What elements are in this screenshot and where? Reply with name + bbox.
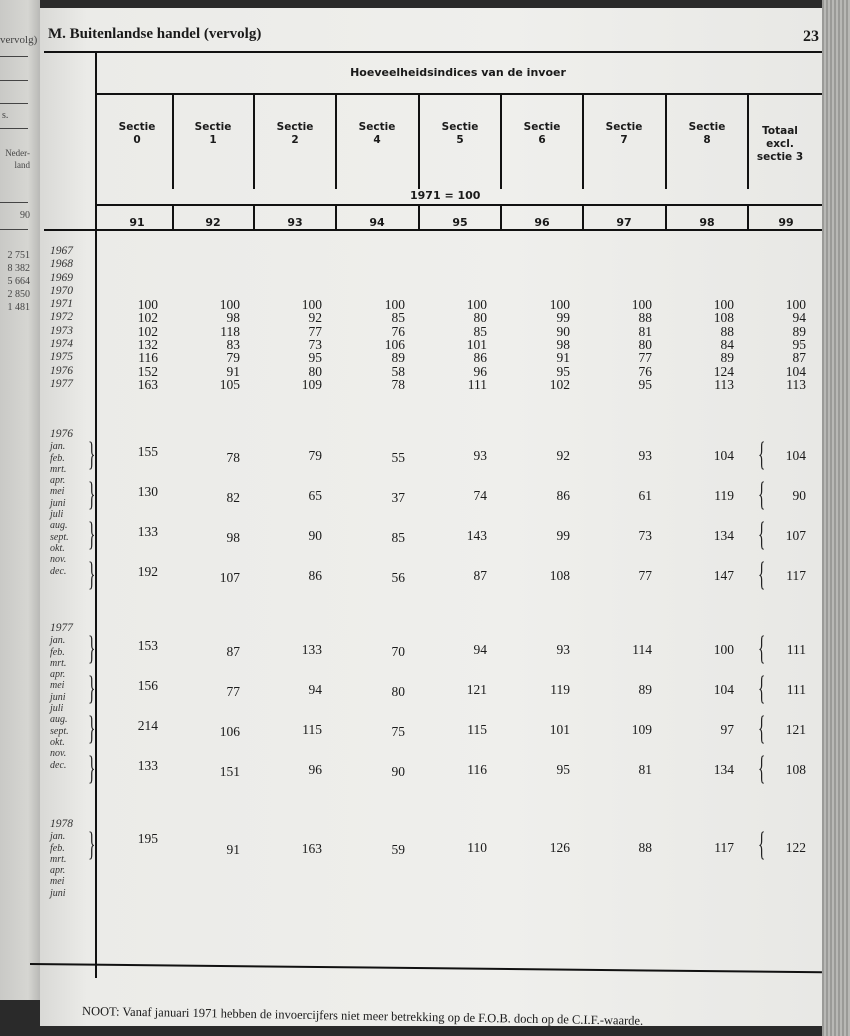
table-cell: 134 <box>713 528 734 543</box>
table-cell: 119 <box>714 488 734 503</box>
facing-page-value: 2 751 <box>7 250 30 261</box>
table-cell: 117 <box>786 568 806 583</box>
table-cell: 80 <box>391 684 405 699</box>
column-code: 97 <box>616 216 632 229</box>
table-cell: 106 <box>384 336 405 352</box>
table-cell: 115 <box>302 722 322 737</box>
table-cell: 90 <box>308 528 322 543</box>
facing-page-header-fragment: vervolg) <box>0 34 38 46</box>
table-cell: 83 <box>226 336 240 352</box>
table-cell: 111 <box>467 376 487 392</box>
column-header-sectie-5: Sectie 5 <box>441 121 479 146</box>
table-cell: 107 <box>219 570 240 585</box>
table-cell: 90 <box>792 488 806 503</box>
table-cell: 122 <box>785 840 806 855</box>
brace-icon: { <box>758 670 766 707</box>
quarterly-stub-1977: 1977 jan. feb. mrt. apr. mei juni juli aug. sept. okt. nov. dec. <box>50 622 73 771</box>
table-cell: 108 <box>713 310 734 326</box>
table-cell: 80 <box>473 310 487 326</box>
table-cell: 91 <box>556 350 570 366</box>
table-cell: 108 <box>785 762 806 777</box>
column-header-sectie-0: Sectie 0 <box>118 121 156 146</box>
table-cell: 81 <box>638 762 652 777</box>
column-code: 91 <box>129 216 145 229</box>
brace-icon: } <box>88 630 96 667</box>
table-cell: 89 <box>720 350 734 366</box>
quarterly-stub-1978: 1978 jan. feb. mrt. apr. mei juni <box>50 818 73 899</box>
table-cell: 81 <box>638 323 652 339</box>
facing-page-code: 90 <box>20 210 30 221</box>
table-cell: 89 <box>391 350 405 366</box>
column-code: 96 <box>534 216 550 229</box>
table-cell: 101 <box>466 336 487 352</box>
table-cell: 86 <box>556 488 570 503</box>
footnote: NOOT: Vanaf januari 1971 hebben de invoercijfers niet meer betrekking op de F.O.B. doch op de C.I.F.-waarde. <box>81 1004 644 1028</box>
table-cell: 94 <box>792 310 806 326</box>
table-cell: 107 <box>785 528 806 543</box>
table-cell: 77 <box>308 323 322 339</box>
table-cell: 77 <box>638 350 652 366</box>
brace-icon: } <box>88 670 96 707</box>
table-title: Hoeveelheidsindices van de invoer <box>350 66 566 79</box>
table-cell: 163 <box>137 376 158 392</box>
table-cell: 75 <box>391 724 405 739</box>
table-cell: 117 <box>714 840 734 855</box>
table-cell: 87 <box>226 644 240 659</box>
bottom-rule <box>30 963 822 973</box>
facing-page-value: 1 481 <box>7 302 30 313</box>
table-cell: 89 <box>792 323 806 339</box>
table-cell: 116 <box>467 762 487 777</box>
column-code: 99 <box>778 216 794 229</box>
base-year-label: 1971 = 100 <box>410 189 481 202</box>
table-cell: 100 <box>384 297 405 312</box>
facing-page-value: 2 850 <box>7 289 30 300</box>
table-cell: 85 <box>473 323 487 339</box>
document-page <box>40 8 822 1026</box>
table-cell: 88 <box>638 310 652 326</box>
table-cell: 133 <box>137 524 158 539</box>
table-cell: 102 <box>137 323 158 339</box>
page-number: 23 <box>803 28 819 45</box>
quarterly-stub-1976: 1976 jan. feb. mrt. apr. mei juni juli aug. sept. okt. nov. dec. <box>50 428 73 577</box>
table-cell: 100 <box>137 297 158 312</box>
table-cell: 94 <box>473 642 487 657</box>
brace-icon: } <box>88 826 96 863</box>
table-cell: 80 <box>638 336 652 352</box>
brace-icon: } <box>88 750 96 787</box>
table-cell: 100 <box>713 642 734 657</box>
table-cell: 55 <box>391 450 405 465</box>
table-cell: 59 <box>391 842 405 857</box>
table-cell: 192 <box>137 564 158 579</box>
table-cell: 100 <box>785 297 806 312</box>
column-header-sectie-7: Sectie 7 <box>605 121 643 146</box>
brace-icon: { <box>758 710 766 747</box>
table-cell: 74 <box>473 488 487 503</box>
column-code: 95 <box>452 216 468 229</box>
table-cell: 214 <box>137 718 158 733</box>
table-cell: 101 <box>549 722 570 737</box>
table-cell: 124 <box>713 363 734 379</box>
column-header-sectie-2: Sectie 2 <box>276 121 314 146</box>
brace-icon: } <box>88 710 96 747</box>
table-cell: 100 <box>713 297 734 312</box>
table-cell: 111 <box>786 682 806 697</box>
table-cell: 163 <box>301 841 322 856</box>
facing-page-label: s. <box>2 110 9 121</box>
table-cell: 95 <box>792 336 806 352</box>
table-cell: 85 <box>391 310 405 326</box>
table-cell: 90 <box>391 764 405 779</box>
table-cell: 84 <box>720 336 734 352</box>
table-cell: 93 <box>556 642 570 657</box>
table-cell: 95 <box>556 762 570 777</box>
table-cell: 116 <box>138 350 158 366</box>
table-cell: 92 <box>556 448 570 463</box>
table-cell: 100 <box>466 297 487 312</box>
brace-icon: } <box>88 556 96 593</box>
brace-icon: } <box>88 516 96 553</box>
table-cell: 86 <box>473 350 487 366</box>
brace-icon: } <box>88 436 96 473</box>
table-cell: 106 <box>219 724 240 739</box>
table-cell: 73 <box>638 528 652 543</box>
table-cell: 153 <box>137 638 158 653</box>
table-cell: 100 <box>219 297 240 312</box>
column-header-sectie-8: Sectie 8 <box>688 121 726 146</box>
brace-icon: { <box>758 826 766 863</box>
table-cell: 99 <box>556 310 570 326</box>
table-cell: 70 <box>391 644 405 659</box>
table-cell: 78 <box>226 450 240 465</box>
table-cell: 95 <box>308 350 322 366</box>
table-cell: 95 <box>556 363 570 379</box>
table-cell: 195 <box>137 831 158 846</box>
table-cell: 100 <box>631 297 652 312</box>
table-cell: 98 <box>556 336 570 352</box>
table-cell: 104 <box>713 448 734 463</box>
table-cell: 87 <box>473 568 487 583</box>
brace-icon: { <box>758 436 766 473</box>
brace-icon: { <box>758 750 766 787</box>
table-cell: 87 <box>792 350 806 366</box>
table-cell: 76 <box>391 323 405 339</box>
brace-icon: { <box>758 476 766 513</box>
table-cell: 151 <box>219 764 240 779</box>
table-cell: 102 <box>549 376 570 392</box>
table-cell: 88 <box>720 323 734 339</box>
table-cell: 96 <box>473 363 487 379</box>
table-cell: 37 <box>391 490 405 505</box>
table-cell: 104 <box>785 363 806 379</box>
table-cell: 90 <box>556 323 570 339</box>
column-header-sectie-4: Sectie 4 <box>358 121 396 146</box>
table-cell: 121 <box>466 682 487 697</box>
table-cell: 77 <box>638 568 652 583</box>
column-code: 94 <box>369 216 385 229</box>
table-cell: 94 <box>308 682 322 697</box>
table-cell: 126 <box>549 840 570 855</box>
table-cell: 91 <box>226 842 240 857</box>
table-cell: 100 <box>301 297 322 312</box>
table-cell: 113 <box>714 376 734 392</box>
table-cell: 65 <box>308 488 322 503</box>
table-cell: 58 <box>391 363 405 379</box>
table-cell: 111 <box>786 642 806 657</box>
page-title: M. Buitenlandse handel (vervolg) <box>48 26 262 42</box>
column-code: 98 <box>699 216 715 229</box>
table-cell: 134 <box>713 762 734 777</box>
table-cell: 102 <box>137 310 158 326</box>
table-cell: 105 <box>219 376 240 392</box>
table-cell: 152 <box>137 363 158 379</box>
table-cell: 121 <box>785 722 806 737</box>
table-cell: 82 <box>226 490 240 505</box>
table-cell: 91 <box>226 363 240 379</box>
facing-page-label: Neder- <box>5 148 30 158</box>
table-cell: 92 <box>308 310 322 326</box>
table-cell: 98 <box>226 530 240 545</box>
table-cell: 133 <box>301 642 322 657</box>
table-cell: 118 <box>220 323 240 339</box>
table-cell: 98 <box>226 310 240 326</box>
table-cell: 115 <box>467 722 487 737</box>
table-cell: 132 <box>137 336 158 352</box>
table-cell: 78 <box>391 376 405 392</box>
table-cell: 61 <box>638 488 652 503</box>
brace-icon: { <box>758 630 766 667</box>
table-cell: 95 <box>638 376 652 392</box>
table-cell: 73 <box>308 336 322 352</box>
table-cell: 96 <box>308 762 322 777</box>
table-cell: 130 <box>137 484 158 499</box>
page-edge <box>822 0 850 1036</box>
table-cell: 147 <box>713 568 734 583</box>
column-header-sectie-6: Sectie 6 <box>523 121 561 146</box>
table-cell: 155 <box>137 444 158 459</box>
facing-page-margin <box>0 0 40 1000</box>
brace-icon: } <box>88 476 96 513</box>
table-cell: 113 <box>786 376 806 392</box>
table-cell: 80 <box>308 363 322 379</box>
table-cell: 99 <box>556 528 570 543</box>
column-header-totaal: Totaal excl. sectie 3 <box>756 125 804 163</box>
table-cell: 93 <box>638 448 652 463</box>
table-cell: 156 <box>137 678 158 693</box>
table-cell: 56 <box>391 570 405 585</box>
table-cell: 119 <box>550 682 570 697</box>
table-cell: 97 <box>720 722 734 737</box>
table-cell: 79 <box>308 448 322 463</box>
annual-year-stub: 1967 1968 1969 1970 1971 1972 1973 1974 1975 1976 1977 <box>50 245 73 390</box>
facing-page-value: 8 382 <box>7 263 30 274</box>
table-cell: 109 <box>301 376 322 392</box>
table-cell: 76 <box>638 363 652 379</box>
table-cell: 86 <box>308 568 322 583</box>
table-cell: 93 <box>473 448 487 463</box>
brace-icon: { <box>758 516 766 553</box>
column-code: 92 <box>205 216 221 229</box>
table-cell: 88 <box>638 840 652 855</box>
table-cell: 79 <box>226 350 240 366</box>
table-cell: 104 <box>713 682 734 697</box>
table-cell: 85 <box>391 530 405 545</box>
column-code: 93 <box>287 216 303 229</box>
top-rule <box>44 51 822 53</box>
table-cell: 110 <box>467 840 487 855</box>
table-cell: 143 <box>466 528 487 543</box>
brace-icon: { <box>758 556 766 593</box>
table-cell: 100 <box>549 297 570 312</box>
table-cell: 133 <box>137 758 158 773</box>
table-cell: 114 <box>632 642 652 657</box>
table-cell: 77 <box>226 684 240 699</box>
table-cell: 104 <box>785 448 806 463</box>
table-cell: 109 <box>631 722 652 737</box>
table-cell: 108 <box>549 568 570 583</box>
facing-page-value: 5 664 <box>7 276 30 287</box>
column-header-sectie-1: Sectie 1 <box>194 121 232 146</box>
facing-page-label: land <box>14 160 30 170</box>
table-cell: 89 <box>638 682 652 697</box>
